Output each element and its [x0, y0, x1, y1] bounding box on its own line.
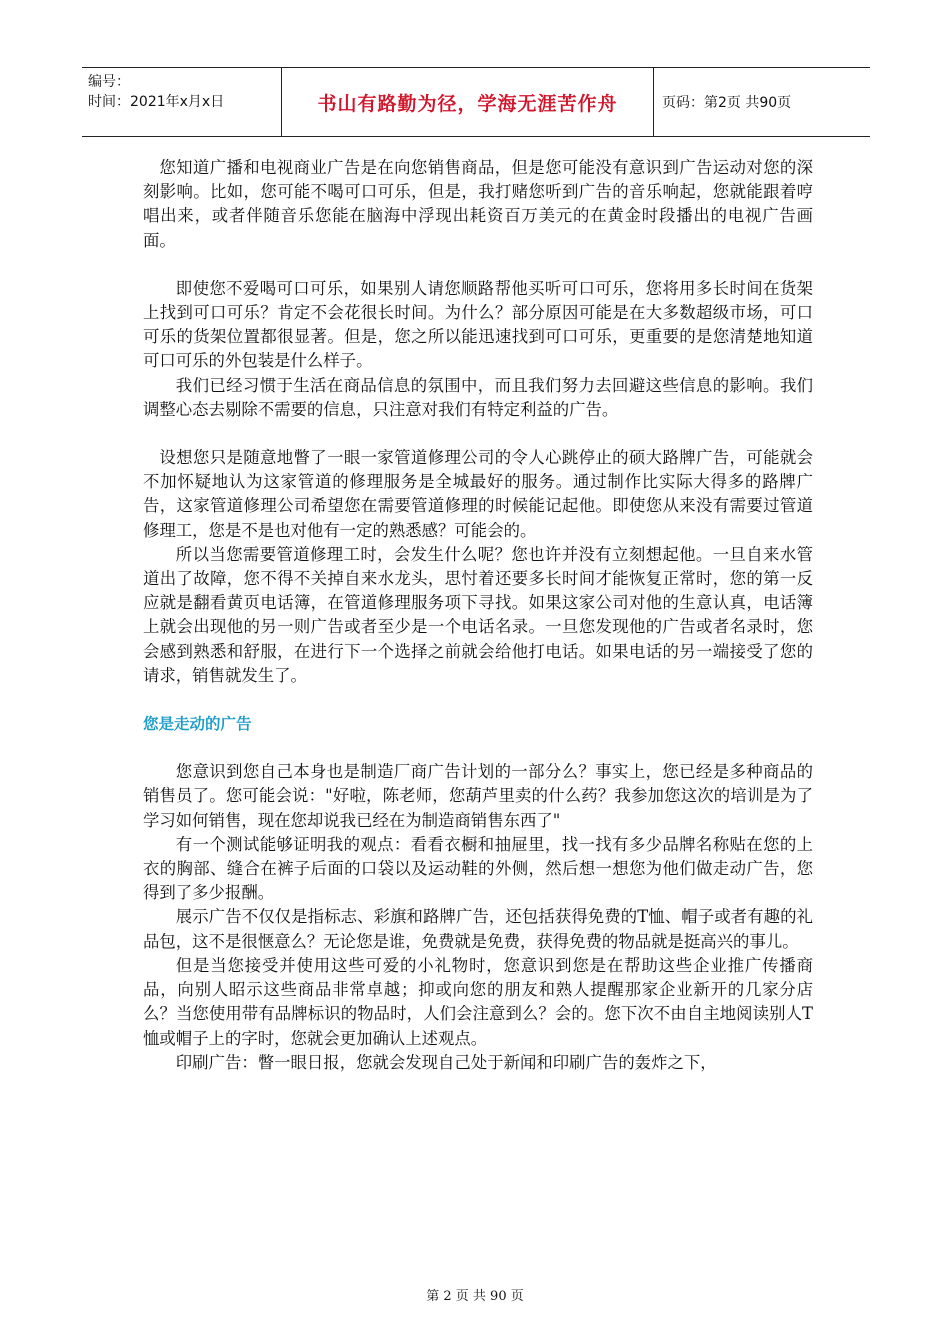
paragraph: 我们已经习惯于生活在商品信息的氛围中，而且我们努力去回避这些信息的影响。我们调整心态去剔除不需要的信息，只注意对我们有特定利益的广告。 [143, 375, 813, 419]
section-title: 您是走动的广告 [143, 715, 252, 734]
document-header [82, 67, 870, 137]
doc-time-label: 时间：2021年x月x日 [88, 94, 225, 110]
paragraph: 但是当您接受并使用这些可爱的小礼物时，您意识到您是在帮助这些企业推广传播商品，向别人昭示这些商品非常卓越；抑或向您的朋友和熟人提醒那家企业新开的几家分店么？当您使用带有品牌标识的物品时，人们会注意到么？会的。您下次不由自主地阅读别人T恤或帽子上的字时，您就会更加确认上述观点。 [143, 955, 813, 1048]
header-page-info: 页码：第2页 共90页 [662, 95, 792, 111]
paragraph: 设想您只是随意地瞥了一眼一家管道修理公司的令人心跳停止的硕大路牌广告，可能就会不加怀疑地认为这家管道的修理服务是全城最好的服务。通过制作比实际大得多的路牌广告，这家管道修理公司希望您在需要管道修理的时候能记起他。即使您从来没有需要过管道修理工，您是不是也对他有一定的熟悉感？可能会的。 [143, 448, 813, 540]
document-body [143, 156, 813, 1075]
header-meta [82, 68, 282, 136]
paragraph: 您意识到您自己本身也是制造厂商广告计划的一部分么？事实上，您已经是多种商品的销售员了。您可能会说："好啦，陈老师，您葫芦里卖的什么药？我参加您这次的培训是为了学习如何销售，现在您却说我已经在为制造商销售东西了" [143, 762, 813, 830]
paragraph: 所以当您需要管道修理工时，会发生什么呢？您也许并没有立刻想起他。一旦自来水管道出了故障，您不得不关掉自来水龙头，思忖着还要多长时间才能恢复正常时，您的第一反应就是翻看黄页电话簿，在管道修理服务项下寻找。如果这家公司对他的生意认真，电话簿上就会出现他的另一则广告或者至少是一个电话名录。一旦您发现他的广告或者名录时，您会感到熟悉和舒服，在进行下一个选择之前就会给他打电话。如果电话的另一端接受了您的请求，销售就发生了。 [143, 544, 813, 685]
page-footer: 第 2 页 共 90 页 [426, 1289, 524, 1304]
doc-number-label: 编号： [88, 74, 130, 90]
paragraph: 展示广告不仅仅是指标志、彩旗和路牌广告，还包括获得免费的T恤、帽子或者有趣的礼品包，这不是很惬意么？无论您是谁，免费就是免费，获得免费的物品就是挺高兴的事儿。 [143, 907, 813, 951]
paragraph: 您知道广播和电视商业广告是在向您销售商品，但是您可能没有意识到广告运动对您的深刻影响。比如，您可能不喝可口可乐，但是，我打赌您听到广告的音乐响起，您就能跟着哼唱出来，或者伴随音乐您能在脑海中浮现出耗资百万美元的在黄金时段播出的电视广告画面。 [143, 158, 813, 250]
header-motto: 书山有路勤为径，学海无涯苦作舟 [282, 68, 654, 136]
paragraph: 有一个测试能够证明我的观点：看看衣橱和抽屉里，找一找有多少品牌名称贴在您的上衣的胸部、缝合在裤子后面的口袋以及运动鞋的外侧，然后想一想您为他们做走动广告，您得到了多少报酬。 [143, 834, 813, 903]
paragraph: 即使您不爱喝可口可乐，如果别人请您顺路帮他买听可口可乐，您将用多长时间在货架上找到可口可乐？肯定不会花很长时间。为什么？部分原因可能是在大多数超级市场，可口可乐的货架位置都很显著。但是，您之所以能迅速找到可口可乐，更重要的是您清楚地知道可口可乐的外包装是什么样子。 [143, 278, 813, 371]
paragraph: 印刷广告：瞥一眼日报，您就会发现自己处于新闻和印刷广告的轰炸之下， [175, 1052, 717, 1072]
